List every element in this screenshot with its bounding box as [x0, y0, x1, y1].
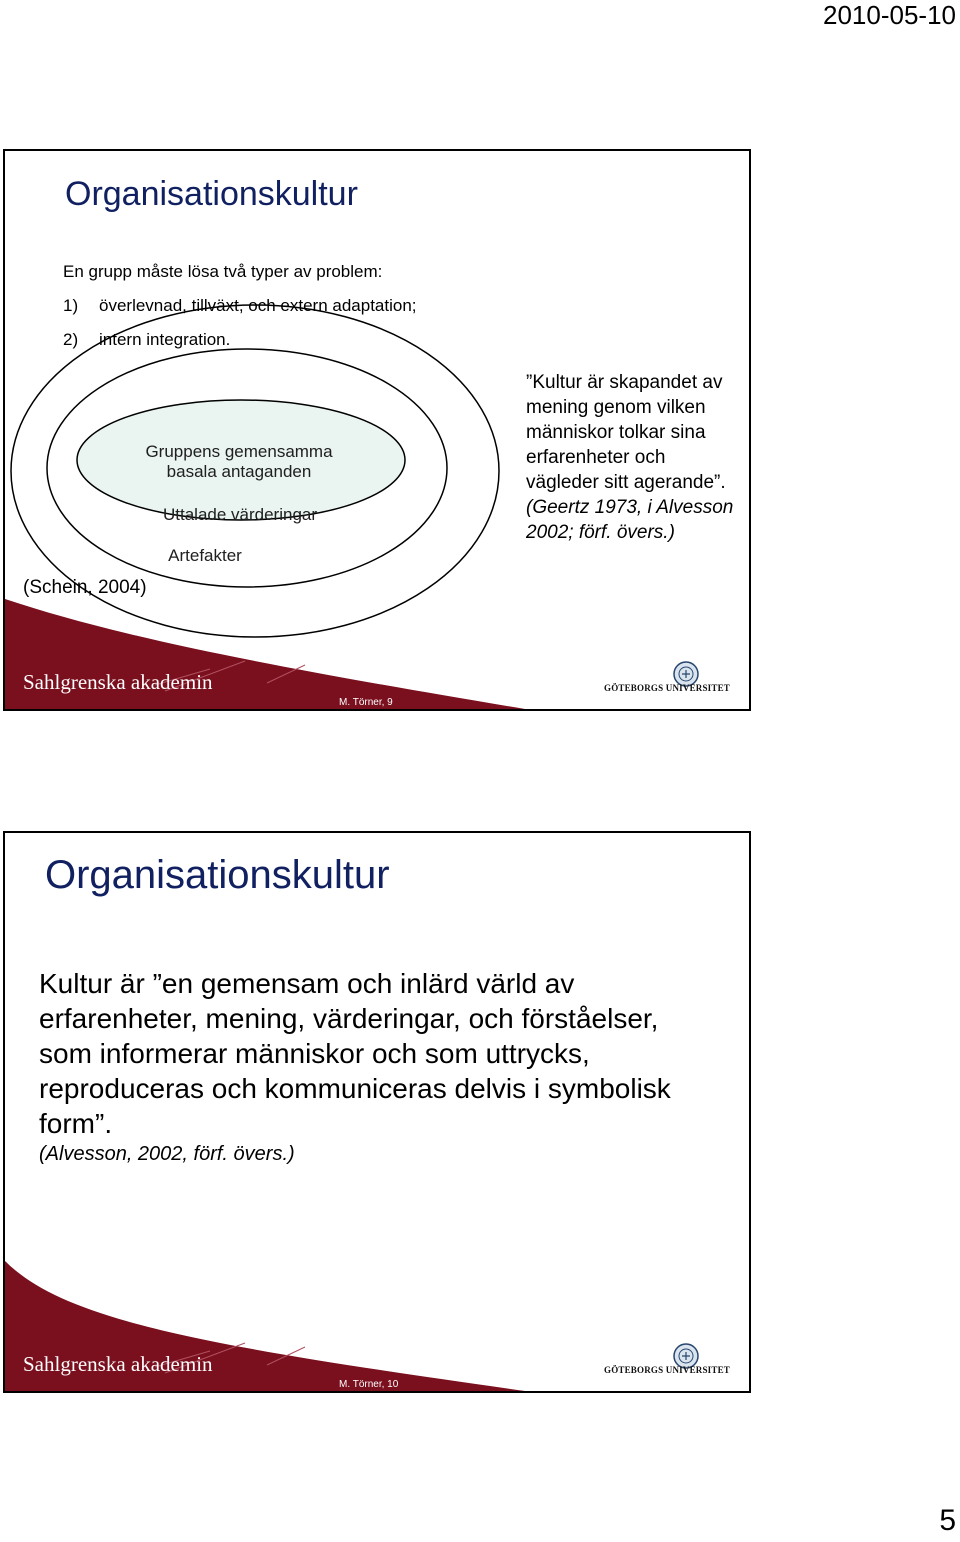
- footer-author: M. Törner, 9: [339, 697, 393, 708]
- citation: (Schein, 2004): [23, 577, 147, 598]
- outer-label: Artefakter: [168, 546, 242, 565]
- slide-1: [3, 149, 751, 711]
- definition-text: Kultur är ”en gemensam och inlärd värld av erfarenheter, mening, värderingar, och förståelser, som informerar människor och som uttrycks, reproduceras och kommuniceras delvis i symbolisk form”.: [39, 968, 671, 1139]
- university-name: GÖTEBORGS UNIVERSITET: [604, 1365, 730, 1375]
- slide-title: Organisationskultur: [45, 853, 390, 897]
- list-text: intern integration.: [99, 330, 231, 349]
- definition-source: (Alvesson, 2002, förf. övers.): [39, 1143, 295, 1165]
- intro-text: En grupp måste lösa två typer av problem:: [63, 262, 383, 281]
- list-number: 1): [63, 296, 79, 315]
- page-number: 5: [939, 1504, 956, 1537]
- quote-text: ”Kultur är skapandet av mening genom vilken människor tolkar sina erfarenheter och vägleder sitt agerande”.: [526, 372, 726, 493]
- list-number: 2): [63, 330, 79, 349]
- footer-brand: Sahlgrenska akademin: [23, 1352, 213, 1376]
- middle-label: Uttalade värderingar: [162, 505, 318, 524]
- slide-2: [3, 831, 751, 1393]
- quote-source: (Geertz 1973, i Alvesson 2002; förf. övers.): [526, 497, 734, 543]
- definition: [39, 966, 699, 1167]
- list-text: överlevnad, tillväxt, och extern adaptation;: [99, 296, 417, 315]
- footer-brand: Sahlgrenska akademin: [23, 670, 213, 694]
- page-date: 2010-05-10: [823, 0, 956, 30]
- quote: [526, 370, 736, 545]
- footer-author: M. Törner, 10: [339, 1379, 399, 1390]
- university-name: GÖTEBORGS UNIVERSITET: [604, 683, 730, 693]
- slide-title: Organisationskultur: [65, 175, 358, 213]
- inner-label: Gruppens gemensamma basala antaganden: [145, 442, 333, 481]
